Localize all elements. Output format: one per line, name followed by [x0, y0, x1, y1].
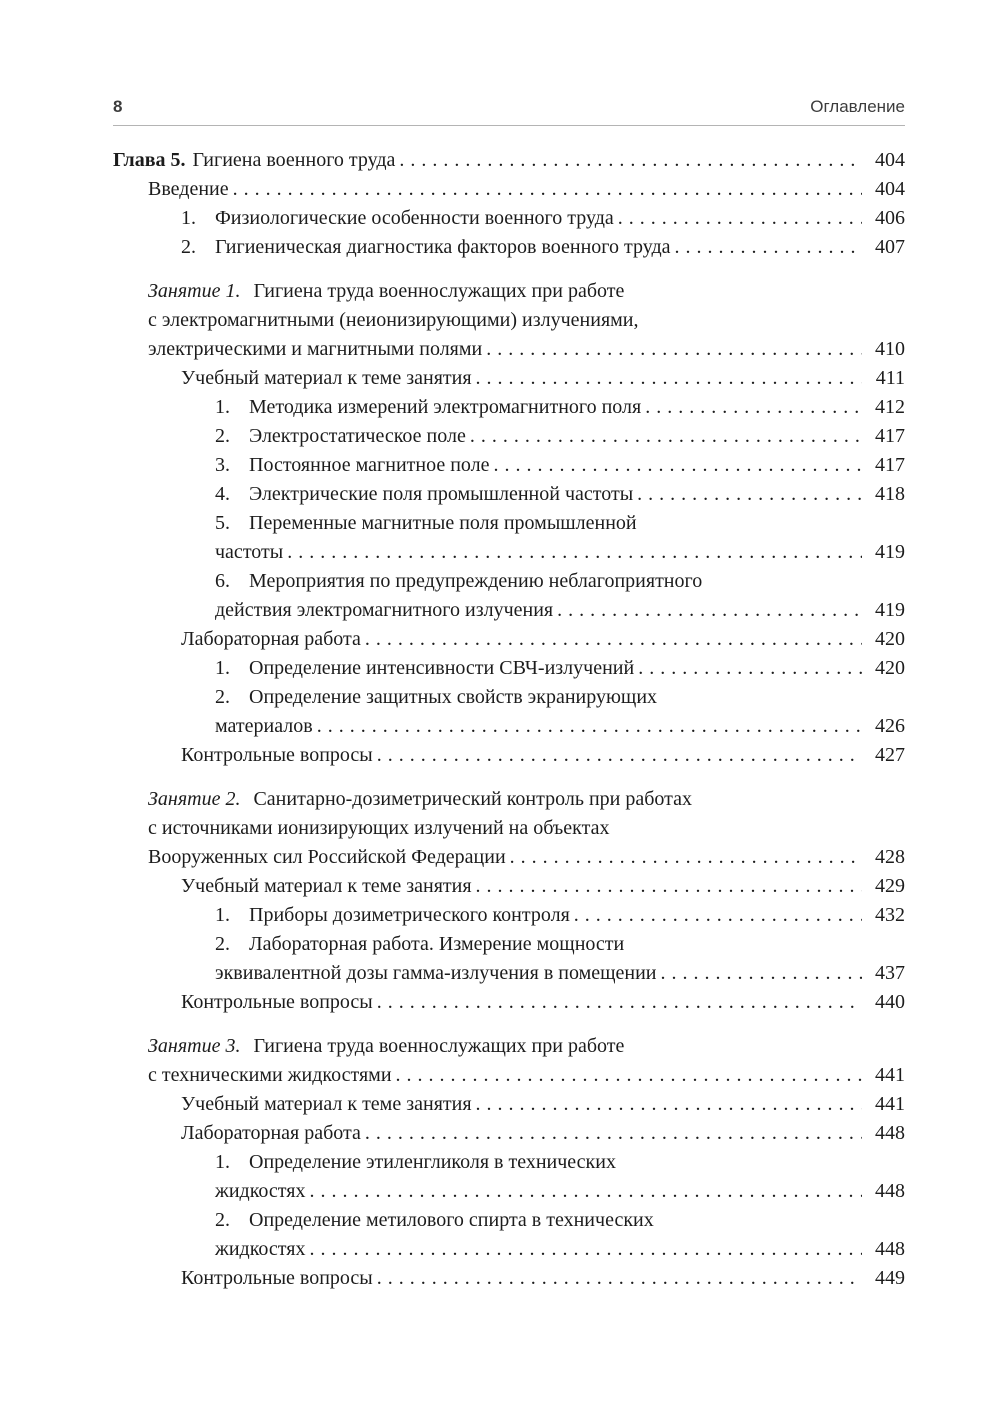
- toc-page-ref: 441: [875, 1093, 905, 1115]
- toc-entry-text: частоты: [215, 541, 284, 563]
- toc-line: [215, 451, 905, 480]
- toc-entry: [113, 146, 905, 175]
- toc-entry-text: материалов: [215, 715, 313, 737]
- toc-line: [148, 175, 905, 204]
- toc-line: [148, 277, 905, 306]
- toc-line: [181, 1090, 905, 1119]
- toc-entry: [181, 364, 905, 393]
- toc-entry-text: Лабораторная работа: [181, 628, 361, 650]
- lesson-label: Занятие 1.: [148, 280, 241, 302]
- toc-entry: [215, 509, 905, 567]
- dot-leader: [365, 1119, 862, 1148]
- toc-entry: [181, 741, 905, 770]
- toc-line: [148, 1032, 905, 1061]
- toc-entry-text: 2. Лабораторная работа. Измерение мощности: [215, 933, 624, 955]
- toc-line: [181, 364, 905, 393]
- toc-page-ref: 440: [875, 991, 905, 1013]
- item-number: 1.: [215, 904, 230, 926]
- toc-entry-text: Занятие 1. Гигиена труда военнослужащих при работе: [148, 280, 625, 302]
- toc-entry-text: 2. Электростатическое поле: [215, 422, 466, 451]
- dot-leader: [661, 959, 862, 988]
- toc-entry-text: 5. Переменные магнитные поля промышленной: [215, 512, 637, 534]
- lesson-label: Занятие 3.: [148, 1035, 241, 1057]
- toc-line: [148, 335, 905, 364]
- toc-page-ref: 426: [875, 715, 905, 737]
- toc-entry-text: 6. Мероприятия по предупреждению неблагоприятного: [215, 570, 702, 592]
- dot-leader: [645, 393, 862, 422]
- dot-leader: [510, 843, 862, 872]
- toc-page-ref: 404: [875, 178, 905, 200]
- toc-page-ref: 406: [875, 207, 905, 229]
- dot-leader: [233, 175, 862, 204]
- toc-entry: [215, 1148, 905, 1206]
- toc-line: [215, 1206, 905, 1235]
- toc-line: [215, 422, 905, 451]
- item-number: 6.: [215, 570, 230, 592]
- toc-entry: [148, 1032, 905, 1090]
- toc-line: [215, 930, 905, 959]
- dot-leader: [470, 422, 862, 451]
- toc-page-ref: 417: [875, 425, 905, 447]
- dot-leader: [476, 872, 862, 901]
- toc-entry-text: с источниками ионизирующих излучений на объектах: [148, 817, 610, 839]
- item-number: 1.: [181, 207, 196, 229]
- dot-leader: [377, 741, 862, 770]
- toc-entry: [215, 422, 905, 451]
- toc-page-ref: 404: [875, 149, 905, 171]
- toc-line: [215, 393, 905, 422]
- item-number: 2.: [215, 425, 230, 447]
- toc-page-ref: 448: [875, 1238, 905, 1260]
- toc-entry-text: Лабораторная работа: [181, 1122, 361, 1144]
- toc-line: [215, 596, 905, 625]
- dot-leader: [618, 204, 862, 233]
- toc-page-ref: 417: [875, 454, 905, 476]
- toc-entry: [181, 1119, 905, 1148]
- toc-page-ref: 449: [875, 1267, 905, 1289]
- dot-leader: [494, 451, 862, 480]
- toc-entry-text: 1. Физиологические особенности военного труда: [181, 204, 614, 233]
- toc-entry: [181, 233, 905, 262]
- toc-entry: [148, 277, 905, 364]
- lesson-label: Занятие 2.: [148, 788, 241, 810]
- toc-page-ref: 429: [875, 875, 905, 897]
- toc-line: [148, 814, 905, 843]
- toc-line: [215, 1235, 905, 1264]
- dot-leader: [317, 712, 862, 741]
- toc-entry-text: Контрольные вопросы: [181, 1267, 373, 1289]
- dot-leader: [309, 1235, 862, 1264]
- toc-page-ref: 419: [875, 599, 905, 621]
- dot-leader: [476, 1090, 862, 1119]
- dot-leader: [377, 1264, 862, 1293]
- toc-entry-text: 2. Определение защитных свойств экранирующих: [215, 686, 657, 708]
- toc-page-ref: 437: [875, 962, 905, 984]
- toc-line: [181, 741, 905, 770]
- item-number: 3.: [215, 454, 230, 476]
- toc-entry: [181, 1090, 905, 1119]
- dot-leader: [287, 538, 862, 567]
- toc-line: [181, 988, 905, 1017]
- dot-leader: [396, 1061, 862, 1090]
- toc-entry-text: Введение: [148, 178, 229, 200]
- toc-page-ref: 419: [875, 541, 905, 563]
- toc-page-ref: 420: [875, 628, 905, 650]
- toc-page-ref: 418: [875, 483, 905, 505]
- toc-entry: [181, 204, 905, 233]
- toc-entry-text: 2. Гигиеническая диагностика факторов военного труда: [181, 233, 671, 262]
- item-number: 2.: [215, 686, 230, 708]
- dot-leader: [365, 625, 862, 654]
- toc-page-ref: 448: [875, 1180, 905, 1202]
- page-header: [113, 97, 905, 125]
- toc-page-ref: 407: [875, 236, 905, 258]
- toc-entry-text: 3. Постоянное магнитное поле: [215, 451, 490, 480]
- toc-entry-text: электрическими и магнитными полями: [148, 338, 483, 360]
- toc-entry-text: с электромагнитными (неионизирующими) излучениями,: [148, 309, 639, 331]
- toc-line: [215, 480, 905, 509]
- toc-entry-text: 1. Приборы дозиметрического контроля: [215, 901, 570, 930]
- item-number: 5.: [215, 512, 230, 534]
- toc-line: [215, 683, 905, 712]
- toc-page-ref: 441: [875, 1064, 905, 1086]
- toc-entry-text: 4. Электрические поля промышленной частоты: [215, 480, 633, 509]
- toc-entry-text: Контрольные вопросы: [181, 991, 373, 1013]
- toc-line: [215, 654, 905, 683]
- toc-page-ref: 410: [875, 338, 905, 360]
- item-number: 2.: [215, 933, 230, 955]
- toc-entry: [215, 393, 905, 422]
- toc-entry: [215, 1206, 905, 1264]
- toc-line: [181, 1264, 905, 1293]
- toc-entry: [215, 567, 905, 625]
- toc-entry-text: с техническими жидкостями: [148, 1064, 392, 1086]
- toc-line: [181, 233, 905, 262]
- toc-line: [148, 785, 905, 814]
- toc-line: [148, 306, 905, 335]
- item-number: 1.: [215, 396, 230, 418]
- toc-entry-text: действия электромагнитного излучения: [215, 599, 554, 621]
- dot-leader: [638, 654, 862, 683]
- toc-page-ref: 427: [875, 744, 905, 766]
- toc-entry-text: Глава 5. Гигиена военного труда: [113, 149, 396, 171]
- toc-entry: [215, 901, 905, 930]
- toc-entry-text: жидкостях: [215, 1238, 306, 1260]
- toc-line: [181, 204, 905, 233]
- toc-entry: [148, 785, 905, 872]
- toc-entry-text: 1. Определение интенсивности СВЧ-излучений: [215, 654, 634, 683]
- dot-leader: [574, 901, 862, 930]
- toc-page-ref: 420: [875, 657, 905, 679]
- item-number: 2.: [181, 236, 196, 258]
- toc-line: [181, 1119, 905, 1148]
- toc-entry-text: эквивалентной дозы гамма-излучения в помещении: [215, 962, 657, 984]
- toc-entry: [148, 175, 905, 204]
- toc-line: [215, 538, 905, 567]
- toc-page-ref: 412: [875, 396, 905, 418]
- running-head-title: Оглавление: [810, 97, 905, 116]
- toc-entry: [215, 930, 905, 988]
- toc-entry-text: 1. Методика измерений электромагнитного поля: [215, 393, 641, 422]
- toc-page-ref: 411: [875, 367, 905, 389]
- toc-entry-text: 1. Определение этиленгликоля в технических: [215, 1151, 616, 1173]
- dot-leader: [675, 233, 862, 262]
- toc-line: [215, 509, 905, 538]
- toc-entry-text: Занятие 2. Санитарно-дозиметрический контроль при работах: [148, 788, 693, 810]
- toc-line: [215, 567, 905, 596]
- toc-entry-text: Учебный материал к теме занятия: [181, 875, 472, 897]
- dot-leader: [309, 1177, 862, 1206]
- toc-entry: [215, 480, 905, 509]
- item-number: 1.: [215, 1151, 230, 1173]
- toc-line: [148, 1061, 905, 1090]
- toc-line: [215, 1148, 905, 1177]
- toc-line: [215, 959, 905, 988]
- dot-leader: [637, 480, 862, 509]
- toc-line: [215, 712, 905, 741]
- dot-leader: [486, 335, 862, 364]
- toc-line: [181, 625, 905, 654]
- dot-leader: [377, 988, 862, 1017]
- toc-entry-text: Учебный материал к теме занятия: [181, 1093, 472, 1115]
- toc-page-ref: 432: [875, 904, 905, 926]
- item-number: 4.: [215, 483, 230, 505]
- toc-entry: [215, 683, 905, 741]
- dot-leader: [476, 364, 862, 393]
- toc-line: [215, 901, 905, 930]
- toc-entry: [215, 451, 905, 480]
- table-of-contents: [113, 126, 905, 1293]
- toc-entry-text: 2. Определение метилового спирта в технических: [215, 1209, 654, 1231]
- toc-entry-text: Вооруженных сил Российской Федерации: [148, 846, 506, 868]
- item-number: 2.: [215, 1209, 230, 1231]
- toc-entry-text: Занятие 3. Гигиена труда военнослужащих при работе: [148, 1035, 625, 1057]
- toc-page-ref: 448: [875, 1122, 905, 1144]
- chapter-label: Глава 5.: [113, 149, 186, 171]
- toc-entry: [181, 1264, 905, 1293]
- toc-line: [148, 843, 905, 872]
- toc-page-ref: 428: [875, 846, 905, 868]
- item-number: 1.: [215, 657, 230, 679]
- toc-entry-text: жидкостях: [215, 1180, 306, 1202]
- page-number: 8: [113, 97, 123, 116]
- toc-entry: [215, 654, 905, 683]
- toc-entry-text: Учебный материал к теме занятия: [181, 367, 472, 389]
- toc-entry: [181, 872, 905, 901]
- toc-entry-text: Контрольные вопросы: [181, 744, 373, 766]
- toc-line: [113, 146, 905, 175]
- toc-line: [215, 1177, 905, 1206]
- dot-leader: [557, 596, 862, 625]
- toc-entry: [181, 625, 905, 654]
- toc-line: [181, 872, 905, 901]
- dot-leader: [399, 146, 862, 175]
- toc-entry: [181, 988, 905, 1017]
